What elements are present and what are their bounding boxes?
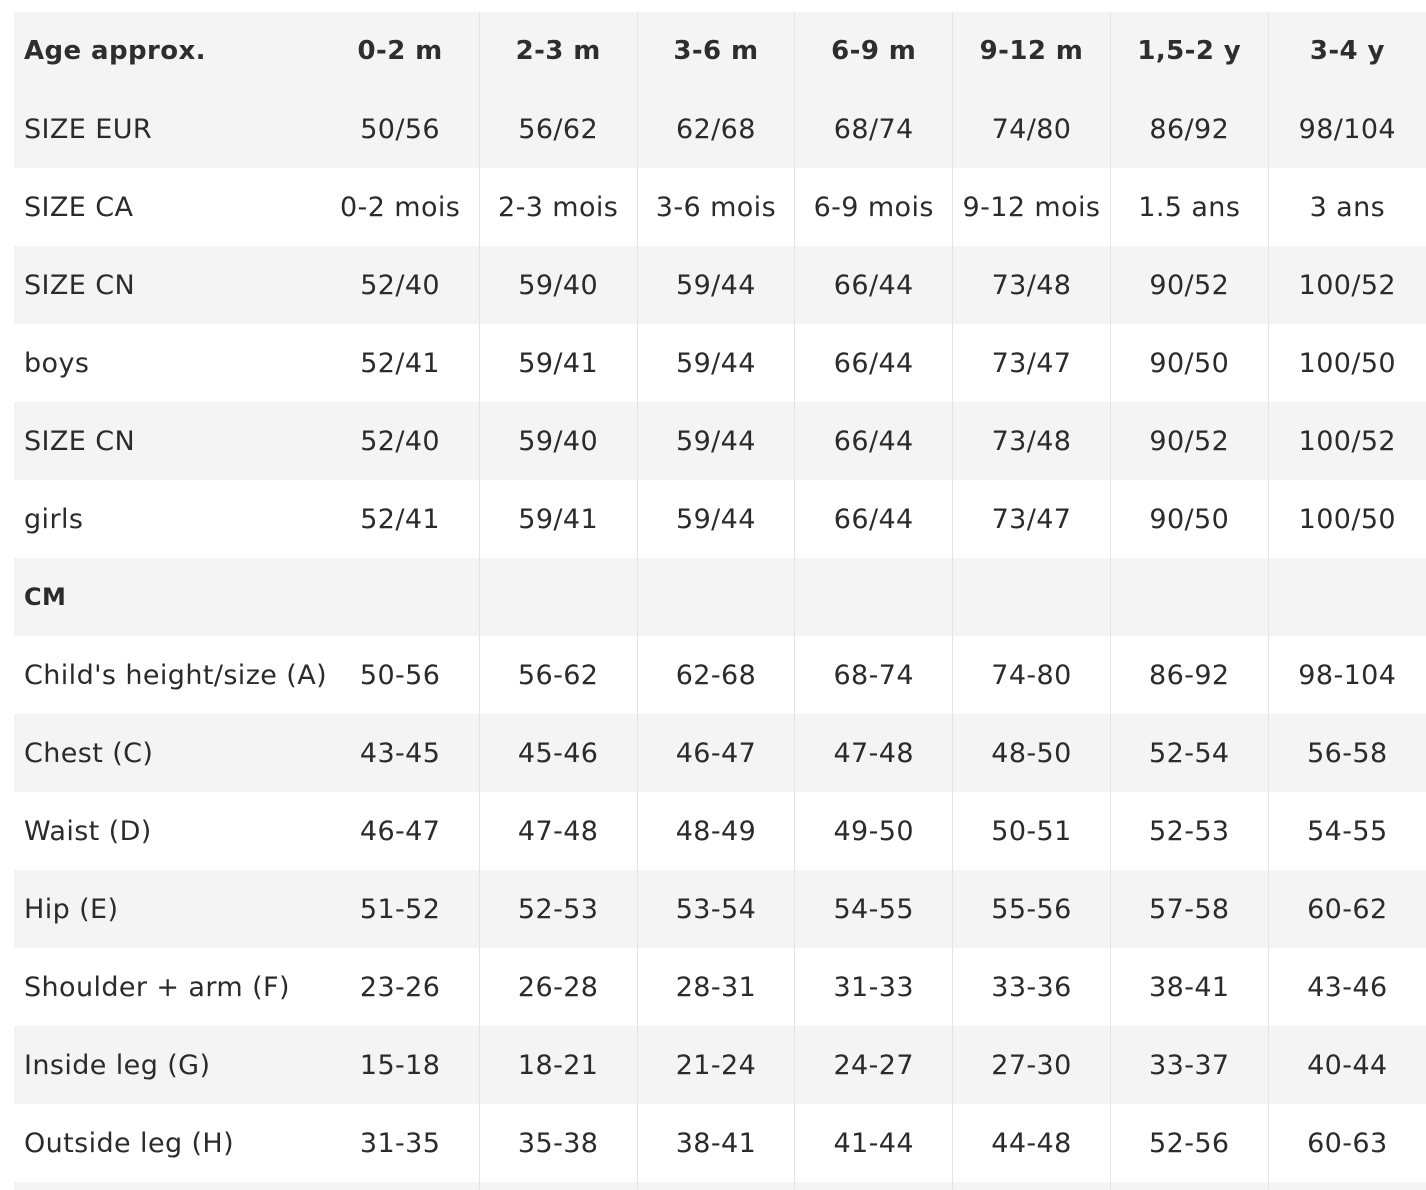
table-cell: 62/68 [637,90,795,168]
table-row [14,1026,1426,1104]
table-cell: 50-56 [321,636,479,714]
table-cell: 38-41 [1110,948,1268,1026]
table-cell: 45-46 [479,714,637,792]
table-row [14,792,1426,870]
table-cell: 6-9 mois [795,168,953,246]
table-cell-empty [321,1182,479,1190]
table-cell: 73/48 [953,402,1111,480]
table-cell: 31-33 [795,948,953,1026]
table-cell: 98/104 [1268,90,1426,168]
header-age-label: Age approx. [14,12,321,90]
table-cell [1268,558,1426,636]
table-cell: 90/50 [1110,324,1268,402]
row-label: Hip (E) [14,870,321,948]
table-cell: 73/47 [953,480,1111,558]
table-cell: 59/44 [637,246,795,324]
table-cell: 59/44 [637,402,795,480]
table-cell: 55-56 [953,870,1111,948]
table-cell: 44-48 [953,1104,1111,1182]
table-cell: 26-28 [479,948,637,1026]
table-cell: 86-92 [1110,636,1268,714]
table-cell: 9-12 mois [953,168,1111,246]
table-cell: 73/48 [953,246,1111,324]
table-cell: 33-37 [1110,1026,1268,1104]
table-cell: 60-63 [1268,1104,1426,1182]
header-age-9-12m: 9-12 m [953,12,1111,90]
table-cell: 50-51 [953,792,1111,870]
header-age-1-5-2y: 1,5-2 y [1110,12,1268,90]
table-cell: 53-54 [637,870,795,948]
table-cell: 21-24 [637,1026,795,1104]
table-cell: 52/41 [321,480,479,558]
table-cell-empty [1110,1182,1268,1190]
row-label: girls [14,480,321,558]
row-label: CM [14,558,321,636]
table-cell: 48-49 [637,792,795,870]
table-cell: 52-53 [479,870,637,948]
table-cell: 68/74 [795,90,953,168]
table-cell-empty [14,1182,321,1190]
table-cell: 3 ans [1268,168,1426,246]
table-cell: 43-46 [1268,948,1426,1026]
table-cell: 54-55 [1268,792,1426,870]
table-cell: 56-62 [479,636,637,714]
header-age-0-2m: 0-2 m [321,12,479,90]
table-row [14,246,1426,324]
table-row [14,558,1426,636]
table-cell: 38-41 [637,1104,795,1182]
table-cell: 28-31 [637,948,795,1026]
table-cell: 59/40 [479,246,637,324]
table-cell: 24-27 [795,1026,953,1104]
table-cell: 27-30 [953,1026,1111,1104]
table-header-row [14,12,1426,90]
table-cell: 100/52 [1268,402,1426,480]
table-cell: 74/80 [953,90,1111,168]
table-cell: 66/44 [795,480,953,558]
table-cell: 52/41 [321,324,479,402]
table-cell: 40-44 [1268,1026,1426,1104]
table-cell [321,558,479,636]
table-cell: 90/52 [1110,402,1268,480]
table-cell: 33-36 [953,948,1111,1026]
table-cell: 59/44 [637,480,795,558]
table-cell [953,558,1111,636]
table-cell: 2-3 mois [479,168,637,246]
table-cell-empty [479,1182,637,1190]
table-cell: 100/50 [1268,480,1426,558]
table-row [14,480,1426,558]
table-cell: 98-104 [1268,636,1426,714]
table-cell: 52-53 [1110,792,1268,870]
table-cell: 48-50 [953,714,1111,792]
table-cell-empty [1268,1182,1426,1190]
table-cell: 62-68 [637,636,795,714]
table-cell: 41-44 [795,1104,953,1182]
table-cell: 66/44 [795,246,953,324]
table-cell: 23-26 [321,948,479,1026]
row-label: SIZE EUR [14,90,321,168]
table-cell: 59/44 [637,324,795,402]
table-cell: 56-58 [1268,714,1426,792]
header-age-2-3m: 2-3 m [479,12,637,90]
table-cell: 15-18 [321,1026,479,1104]
table-cell: 47-48 [479,792,637,870]
table-cell: 52/40 [321,402,479,480]
table-cell: 52-54 [1110,714,1268,792]
table-cell: 0-2 mois [321,168,479,246]
table-cell: 46-47 [637,714,795,792]
table-cell: 59/40 [479,402,637,480]
table-cell: 66/44 [795,324,953,402]
table-cell: 90/52 [1110,246,1268,324]
header-age-3-4y: 3-4 y [1268,12,1426,90]
table-cell: 100/50 [1268,324,1426,402]
table-row [14,636,1426,714]
table-cell: 66/44 [795,402,953,480]
table-cell: 56/62 [479,90,637,168]
size-chart-scroll-container[interactable] [14,12,1397,1190]
row-label: Child's height/size (A) [14,636,321,714]
table-cell [637,558,795,636]
table-cell: 54-55 [795,870,953,948]
row-label: SIZE CN [14,402,321,480]
header-age-3-6m: 3-6 m [637,12,795,90]
table-row [14,90,1426,168]
table-body [14,90,1426,1190]
table-cell: 51-52 [321,870,479,948]
table-cell: 18-21 [479,1026,637,1104]
row-label: SIZE CA [14,168,321,246]
table-cell: 59/41 [479,480,637,558]
table-cell: 57-58 [1110,870,1268,948]
table-cell [1110,558,1268,636]
row-label: Outside leg (H) [14,1104,321,1182]
row-label: Chest (C) [14,714,321,792]
table-row [14,1104,1426,1182]
table-cell: 47-48 [795,714,953,792]
table-cell: 46-47 [321,792,479,870]
table-cell: 68-74 [795,636,953,714]
table-cell: 52-56 [1110,1104,1268,1182]
table-row [14,324,1426,402]
table-cell-empty [795,1182,953,1190]
table-cell: 43-45 [321,714,479,792]
table-cell: 50/56 [321,90,479,168]
table-cell: 31-35 [321,1104,479,1182]
table-cell: 59/41 [479,324,637,402]
table-row [14,948,1426,1026]
table-row [14,402,1426,480]
table-cell-empty [953,1182,1111,1190]
table-cell: 35-38 [479,1104,637,1182]
row-label: Inside leg (G) [14,1026,321,1104]
row-label: boys [14,324,321,402]
table-cell [479,558,637,636]
row-label: SIZE CN [14,246,321,324]
header-age-6-9m: 6-9 m [795,12,953,90]
table-cell: 1.5 ans [1110,168,1268,246]
table-cell: 100/52 [1268,246,1426,324]
table-cell [795,558,953,636]
table-cell: 49-50 [795,792,953,870]
table-cell: 90/50 [1110,480,1268,558]
row-label: Shoulder + arm (F) [14,948,321,1026]
table-cell: 74-80 [953,636,1111,714]
table-cell: 52/40 [321,246,479,324]
table-row [14,168,1426,246]
table-cell: 73/47 [953,324,1111,402]
table-row-partial [14,1182,1426,1190]
table-cell-empty [637,1182,795,1190]
row-label: Waist (D) [14,792,321,870]
table-row [14,714,1426,792]
table-cell: 60-62 [1268,870,1426,948]
size-chart-table [14,12,1426,1190]
table-cell: 3-6 mois [637,168,795,246]
table-cell: 86/92 [1110,90,1268,168]
table-row [14,870,1426,948]
